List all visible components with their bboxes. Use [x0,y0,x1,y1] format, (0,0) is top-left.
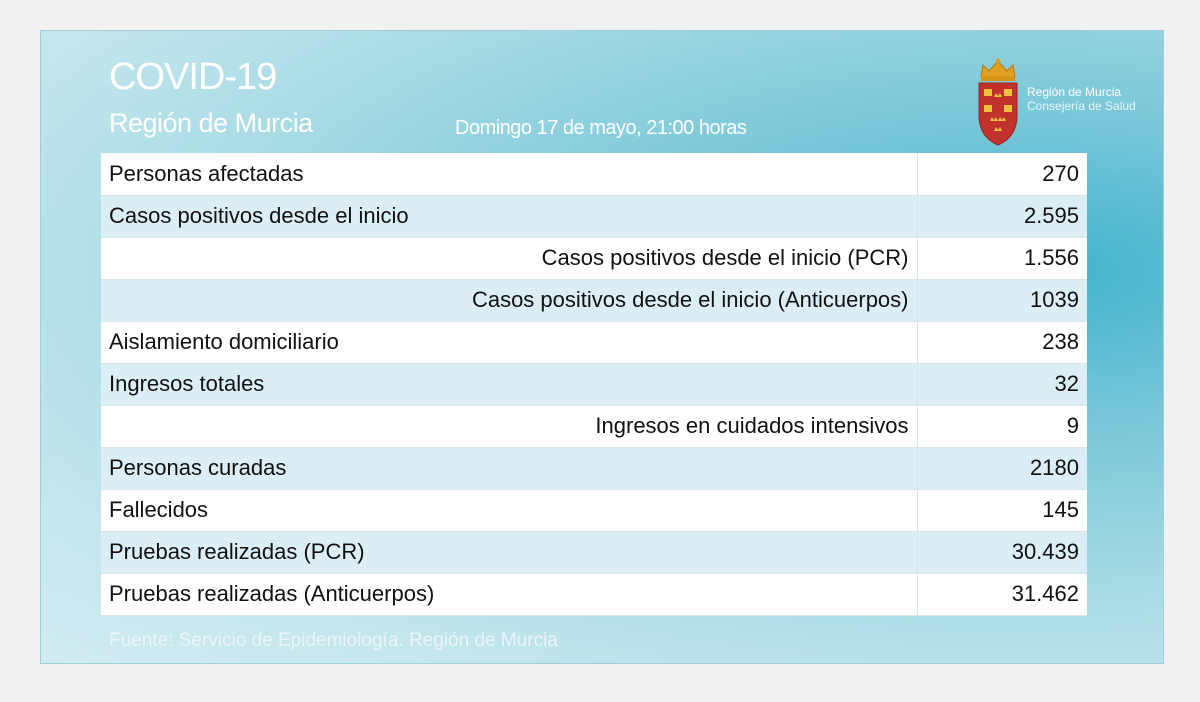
logo-text [1027,85,1136,113]
table-row [101,237,1087,279]
region-logo [973,55,1173,151]
row-value: 1039 [917,279,1087,321]
row-label: Fallecidos [101,489,917,531]
table-row [101,153,1087,195]
row-label: Ingresos totales [101,363,917,405]
row-value: 1.556 [917,237,1087,279]
row-label: Pruebas realizadas (PCR) [101,531,917,573]
table-row [101,489,1087,531]
logo-line-1: Región de Murcia [1027,85,1122,99]
table-row [101,195,1087,237]
row-value: 31.462 [917,573,1087,615]
table-row [101,573,1087,615]
report-date: Domingo 17 de mayo, 21:00 horas [455,117,747,139]
row-label: Casos positivos desde el inicio (Anticuerpos) [101,279,917,321]
report-title: COVID-19 [109,56,277,98]
row-label: Ingresos en cuidados intensivos [101,405,917,447]
row-value: 145 [917,489,1087,531]
row-value: 32 [917,363,1087,405]
table-row [101,447,1087,489]
row-label: Aislamiento domiciliario [101,321,917,363]
coat-of-arms-icon [973,55,1023,151]
stats-table [101,153,1087,616]
row-value: 238 [917,321,1087,363]
row-label: Casos positivos desde el inicio (PCR) [101,237,917,279]
table-row [101,405,1087,447]
row-value: 9 [917,405,1087,447]
source-note: Fuente: Servicio de Epidemiología. Región de Murcia [109,630,558,651]
table-row [101,531,1087,573]
row-label: Personas curadas [101,447,917,489]
table-row [101,321,1087,363]
row-label: Casos positivos desde el inicio [101,195,917,237]
row-value: 2.595 [917,195,1087,237]
logo-line-2: Consejería de Salud [1027,99,1136,113]
row-value: 270 [917,153,1087,195]
row-value: 30.439 [917,531,1087,573]
report-subtitle: Región de Murcia [109,108,313,138]
row-value: 2180 [917,447,1087,489]
table-row [101,279,1087,321]
covid-report-card [40,30,1164,664]
row-label: Pruebas realizadas (Anticuerpos) [101,573,917,615]
row-label: Personas afectadas [101,153,917,195]
table-row [101,363,1087,405]
